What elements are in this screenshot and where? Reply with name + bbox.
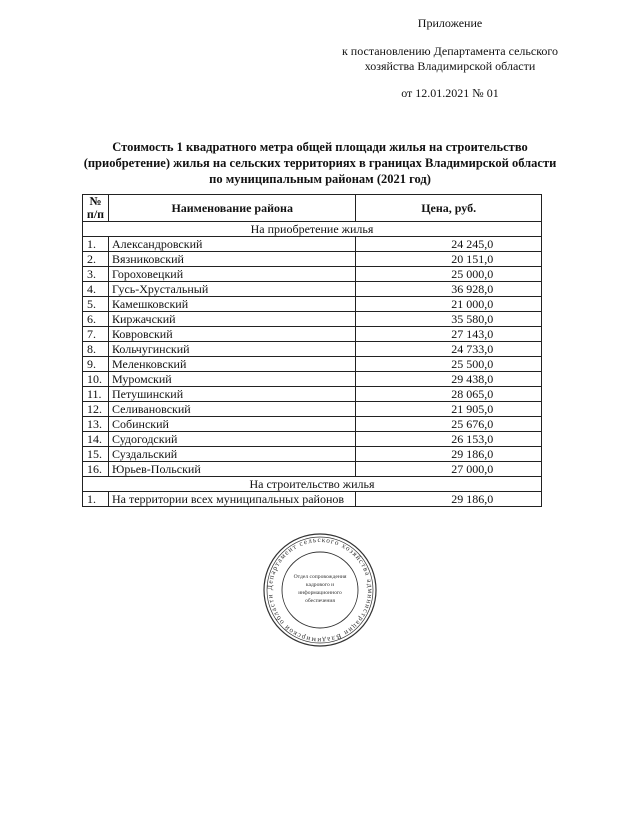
row-number: 16. bbox=[83, 462, 109, 477]
section-label: На строительство жилья bbox=[83, 477, 542, 492]
seal-inner-line: Отдел сопровождения bbox=[293, 574, 347, 580]
row-number: 2. bbox=[83, 252, 109, 267]
district-name: Гусь-Хрустальный bbox=[108, 282, 355, 297]
district-name: Селивановский bbox=[108, 402, 355, 417]
table-row bbox=[83, 402, 542, 417]
row-number: 8. bbox=[83, 342, 109, 357]
seal-inner-line: кадрового и bbox=[305, 582, 335, 588]
district-name: Александровский bbox=[108, 237, 355, 252]
price-value: 35 580,0 bbox=[356, 312, 542, 327]
district-name: Кольчугинский bbox=[108, 342, 355, 357]
district-name: Собинский bbox=[108, 417, 355, 432]
seal-outer-text: Департамент сельского хозяйства администрации Владимирской области bbox=[265, 535, 375, 645]
table-row bbox=[83, 492, 542, 507]
resolution-date-number: от 12.01.2021 № 01 bbox=[401, 86, 499, 100]
row-number: 14. bbox=[83, 432, 109, 447]
price-value: 25 500,0 bbox=[356, 357, 542, 372]
table-row bbox=[83, 342, 542, 357]
document-title: Стоимость 1 квадратного метра общей площади жилья на строительство (приобретение) жилья на сельских территориях в границах Владимирской области по муниципальным районам (2021 год) bbox=[83, 140, 557, 186]
district-name: Петушинский bbox=[108, 387, 355, 402]
row-number: 1. bbox=[83, 492, 109, 507]
table-row bbox=[83, 267, 542, 282]
row-number: 10. bbox=[83, 372, 109, 387]
price-value: 24 245,0 bbox=[356, 237, 542, 252]
section-row-purchase bbox=[83, 222, 542, 237]
table-body bbox=[83, 222, 542, 507]
table-row bbox=[83, 282, 542, 297]
table-row bbox=[83, 357, 542, 372]
district-name: Суздальский bbox=[108, 447, 355, 462]
row-number: 12. bbox=[83, 402, 109, 417]
price-value: 29 186,0 bbox=[356, 447, 542, 462]
table-row bbox=[83, 237, 542, 252]
district-name: Гороховецкий bbox=[108, 267, 355, 282]
table-row bbox=[83, 327, 542, 342]
col-header-no: № п/п bbox=[83, 195, 109, 222]
table-row bbox=[83, 387, 542, 402]
price-value: 29 438,0 bbox=[356, 372, 542, 387]
row-number: 3. bbox=[83, 267, 109, 282]
district-name: Вязниковский bbox=[108, 252, 355, 267]
row-number: 15. bbox=[83, 447, 109, 462]
price-value: 25 000,0 bbox=[356, 267, 542, 282]
resolution-reference: к постановлению Департамента сельского хозяйства Владимирской области bbox=[341, 44, 559, 73]
row-number: 11. bbox=[83, 387, 109, 402]
price-value: 21 905,0 bbox=[356, 402, 542, 417]
price-value: 27 000,0 bbox=[356, 462, 542, 477]
table-row bbox=[83, 312, 542, 327]
district-name: Судогодский bbox=[108, 432, 355, 447]
section-row-construction bbox=[83, 477, 542, 492]
table-row bbox=[83, 447, 542, 462]
row-number: 9. bbox=[83, 357, 109, 372]
district-name: Меленковский bbox=[108, 357, 355, 372]
price-value: 24 733,0 bbox=[356, 342, 542, 357]
district-name: На территории всех муниципальных районов bbox=[108, 492, 355, 507]
district-name: Камешковский bbox=[108, 297, 355, 312]
appendix-label: Приложение bbox=[417, 16, 483, 30]
district-name: Муромский bbox=[108, 372, 355, 387]
table-row bbox=[83, 432, 542, 447]
table-row bbox=[83, 417, 542, 432]
row-number: 1. bbox=[83, 237, 109, 252]
official-seal bbox=[262, 532, 378, 648]
row-number: 7. bbox=[83, 327, 109, 342]
table-row bbox=[83, 462, 542, 477]
row-number: 4. bbox=[83, 282, 109, 297]
table-row bbox=[83, 297, 542, 312]
seal-inner-line: информационного bbox=[298, 590, 342, 596]
table-row bbox=[83, 372, 542, 387]
row-number: 5. bbox=[83, 297, 109, 312]
col-header-price: Цена, руб. bbox=[356, 195, 542, 222]
price-value: 21 000,0 bbox=[356, 297, 542, 312]
district-name: Юрьев-Польский bbox=[108, 462, 355, 477]
price-value: 28 065,0 bbox=[356, 387, 542, 402]
table-row bbox=[83, 252, 542, 267]
price-value: 25 676,0 bbox=[356, 417, 542, 432]
col-header-name: Наименование района bbox=[108, 195, 355, 222]
table-header-row bbox=[83, 195, 542, 222]
price-value: 20 151,0 bbox=[356, 252, 542, 267]
district-name: Киржачский bbox=[108, 312, 355, 327]
row-number: 13. bbox=[83, 417, 109, 432]
row-number: 6. bbox=[83, 312, 109, 327]
price-value: 27 143,0 bbox=[356, 327, 542, 342]
price-value: 29 186,0 bbox=[356, 492, 542, 507]
price-value: 36 928,0 bbox=[356, 282, 542, 297]
district-name: Ковровский bbox=[108, 327, 355, 342]
price-value: 26 153,0 bbox=[356, 432, 542, 447]
price-table bbox=[82, 194, 542, 507]
section-label: На приобретение жилья bbox=[83, 222, 542, 237]
seal-inner-line: обеспечения bbox=[305, 598, 335, 604]
